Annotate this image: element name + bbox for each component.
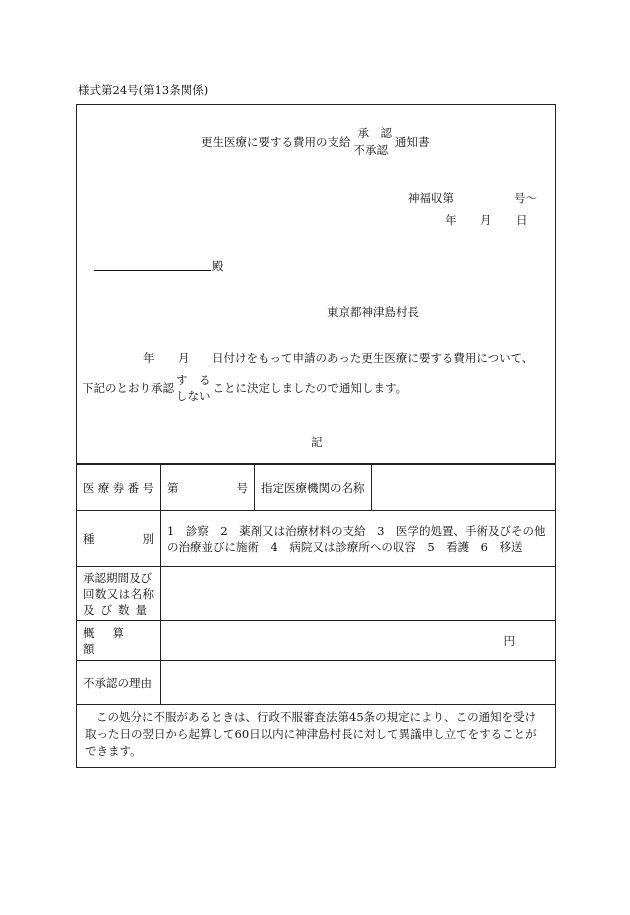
ki-heading: 記 bbox=[311, 435, 323, 449]
row-category bbox=[77, 511, 556, 567]
row-ticket-number bbox=[77, 465, 556, 511]
label-ticket-number-cell bbox=[77, 465, 161, 511]
body-year: 年 bbox=[143, 351, 155, 365]
body-option-do: す る bbox=[176, 373, 211, 387]
label-approval-line2: 回 数 又 は 名 称 bbox=[83, 586, 154, 601]
category-line1: 1 診察 2 薬剤又は治療材料の支給 3 医学的処置、手術及びその他 bbox=[167, 523, 546, 538]
appeal-line3: できます。 bbox=[85, 744, 142, 758]
estimated-amount-value bbox=[161, 621, 556, 661]
form-label: 様式第24号(第13条関係) bbox=[78, 83, 209, 97]
category-options bbox=[161, 511, 556, 567]
detail-table bbox=[76, 464, 556, 705]
ticket-number-suffix: 号 bbox=[236, 480, 248, 495]
label-approval-line1: 承認期間及び bbox=[83, 570, 152, 585]
row-disapproval-reason bbox=[77, 661, 556, 705]
label-estimated-amount-cell bbox=[77, 621, 161, 661]
category-line2: の治療並びに施術 4 病院又は診療所への収容 5 看護 6 移送 bbox=[167, 539, 523, 554]
row-estimated-amount bbox=[77, 621, 556, 661]
body-line2-suffix: ことに決定しましたので通知します。 bbox=[212, 381, 408, 395]
currency-unit: 円 bbox=[503, 633, 515, 648]
issuer-name: 東京都神津島村長 bbox=[327, 305, 419, 319]
date-year: 年 bbox=[445, 213, 457, 227]
title-option-disapprove: 不承認 bbox=[353, 143, 388, 157]
title-options bbox=[354, 125, 393, 159]
label-disapproval-reason: 不承認の理由 bbox=[77, 661, 161, 705]
ticket-number-cell bbox=[161, 465, 255, 511]
body-line2 bbox=[82, 370, 407, 406]
body-line2-prefix: 下記のとおり承認 bbox=[82, 381, 174, 395]
disapproval-reason-value bbox=[161, 661, 556, 705]
row-approval-period bbox=[77, 567, 556, 621]
label-estimated-amount: 概算額 bbox=[83, 625, 142, 656]
body-month: 月 bbox=[178, 351, 190, 365]
addressee-line bbox=[94, 269, 211, 271]
ticket-number-prefix: 第 bbox=[167, 480, 179, 495]
label-approval-line3: 及び数量 bbox=[83, 602, 153, 617]
appeal-line1: この処分に不服があるときは、行政不服審査法第45条の規定により、この通知を受け bbox=[96, 710, 537, 724]
title-option-approve: 承 認 bbox=[357, 126, 392, 140]
body-option-not: しない bbox=[176, 389, 211, 403]
title-suffix: 通知書 bbox=[395, 135, 430, 149]
body-options bbox=[176, 372, 211, 404]
label-category: 種 別 bbox=[83, 531, 154, 546]
label-ticket-number: 医 療 券 番 号 bbox=[83, 480, 154, 495]
institution-value bbox=[372, 465, 556, 511]
notice-title bbox=[201, 124, 430, 160]
date-day: 日 bbox=[516, 213, 528, 227]
label-approval-period bbox=[77, 567, 161, 621]
addressee-suffix: 殿 bbox=[212, 259, 224, 273]
appeal-notice bbox=[76, 700, 556, 768]
label-institution: 指定医療機関の名称 bbox=[255, 465, 372, 511]
title-prefix: 更生医療に要する費用の支給 bbox=[201, 135, 351, 149]
appeal-line2: 取った日の翌日から起算して60日以内に神津島村長に対して異議申し立てをすることが bbox=[85, 727, 537, 741]
body-line1: 日付けをもって申請のあった更生医療に要する費用について、 bbox=[212, 351, 534, 365]
document-number-suffix: 号〜 bbox=[514, 191, 537, 205]
approval-period-value bbox=[161, 567, 556, 621]
date-month: 月 bbox=[480, 213, 492, 227]
label-category-cell bbox=[77, 511, 161, 567]
document-number-prefix: 神福収第 bbox=[408, 191, 454, 205]
